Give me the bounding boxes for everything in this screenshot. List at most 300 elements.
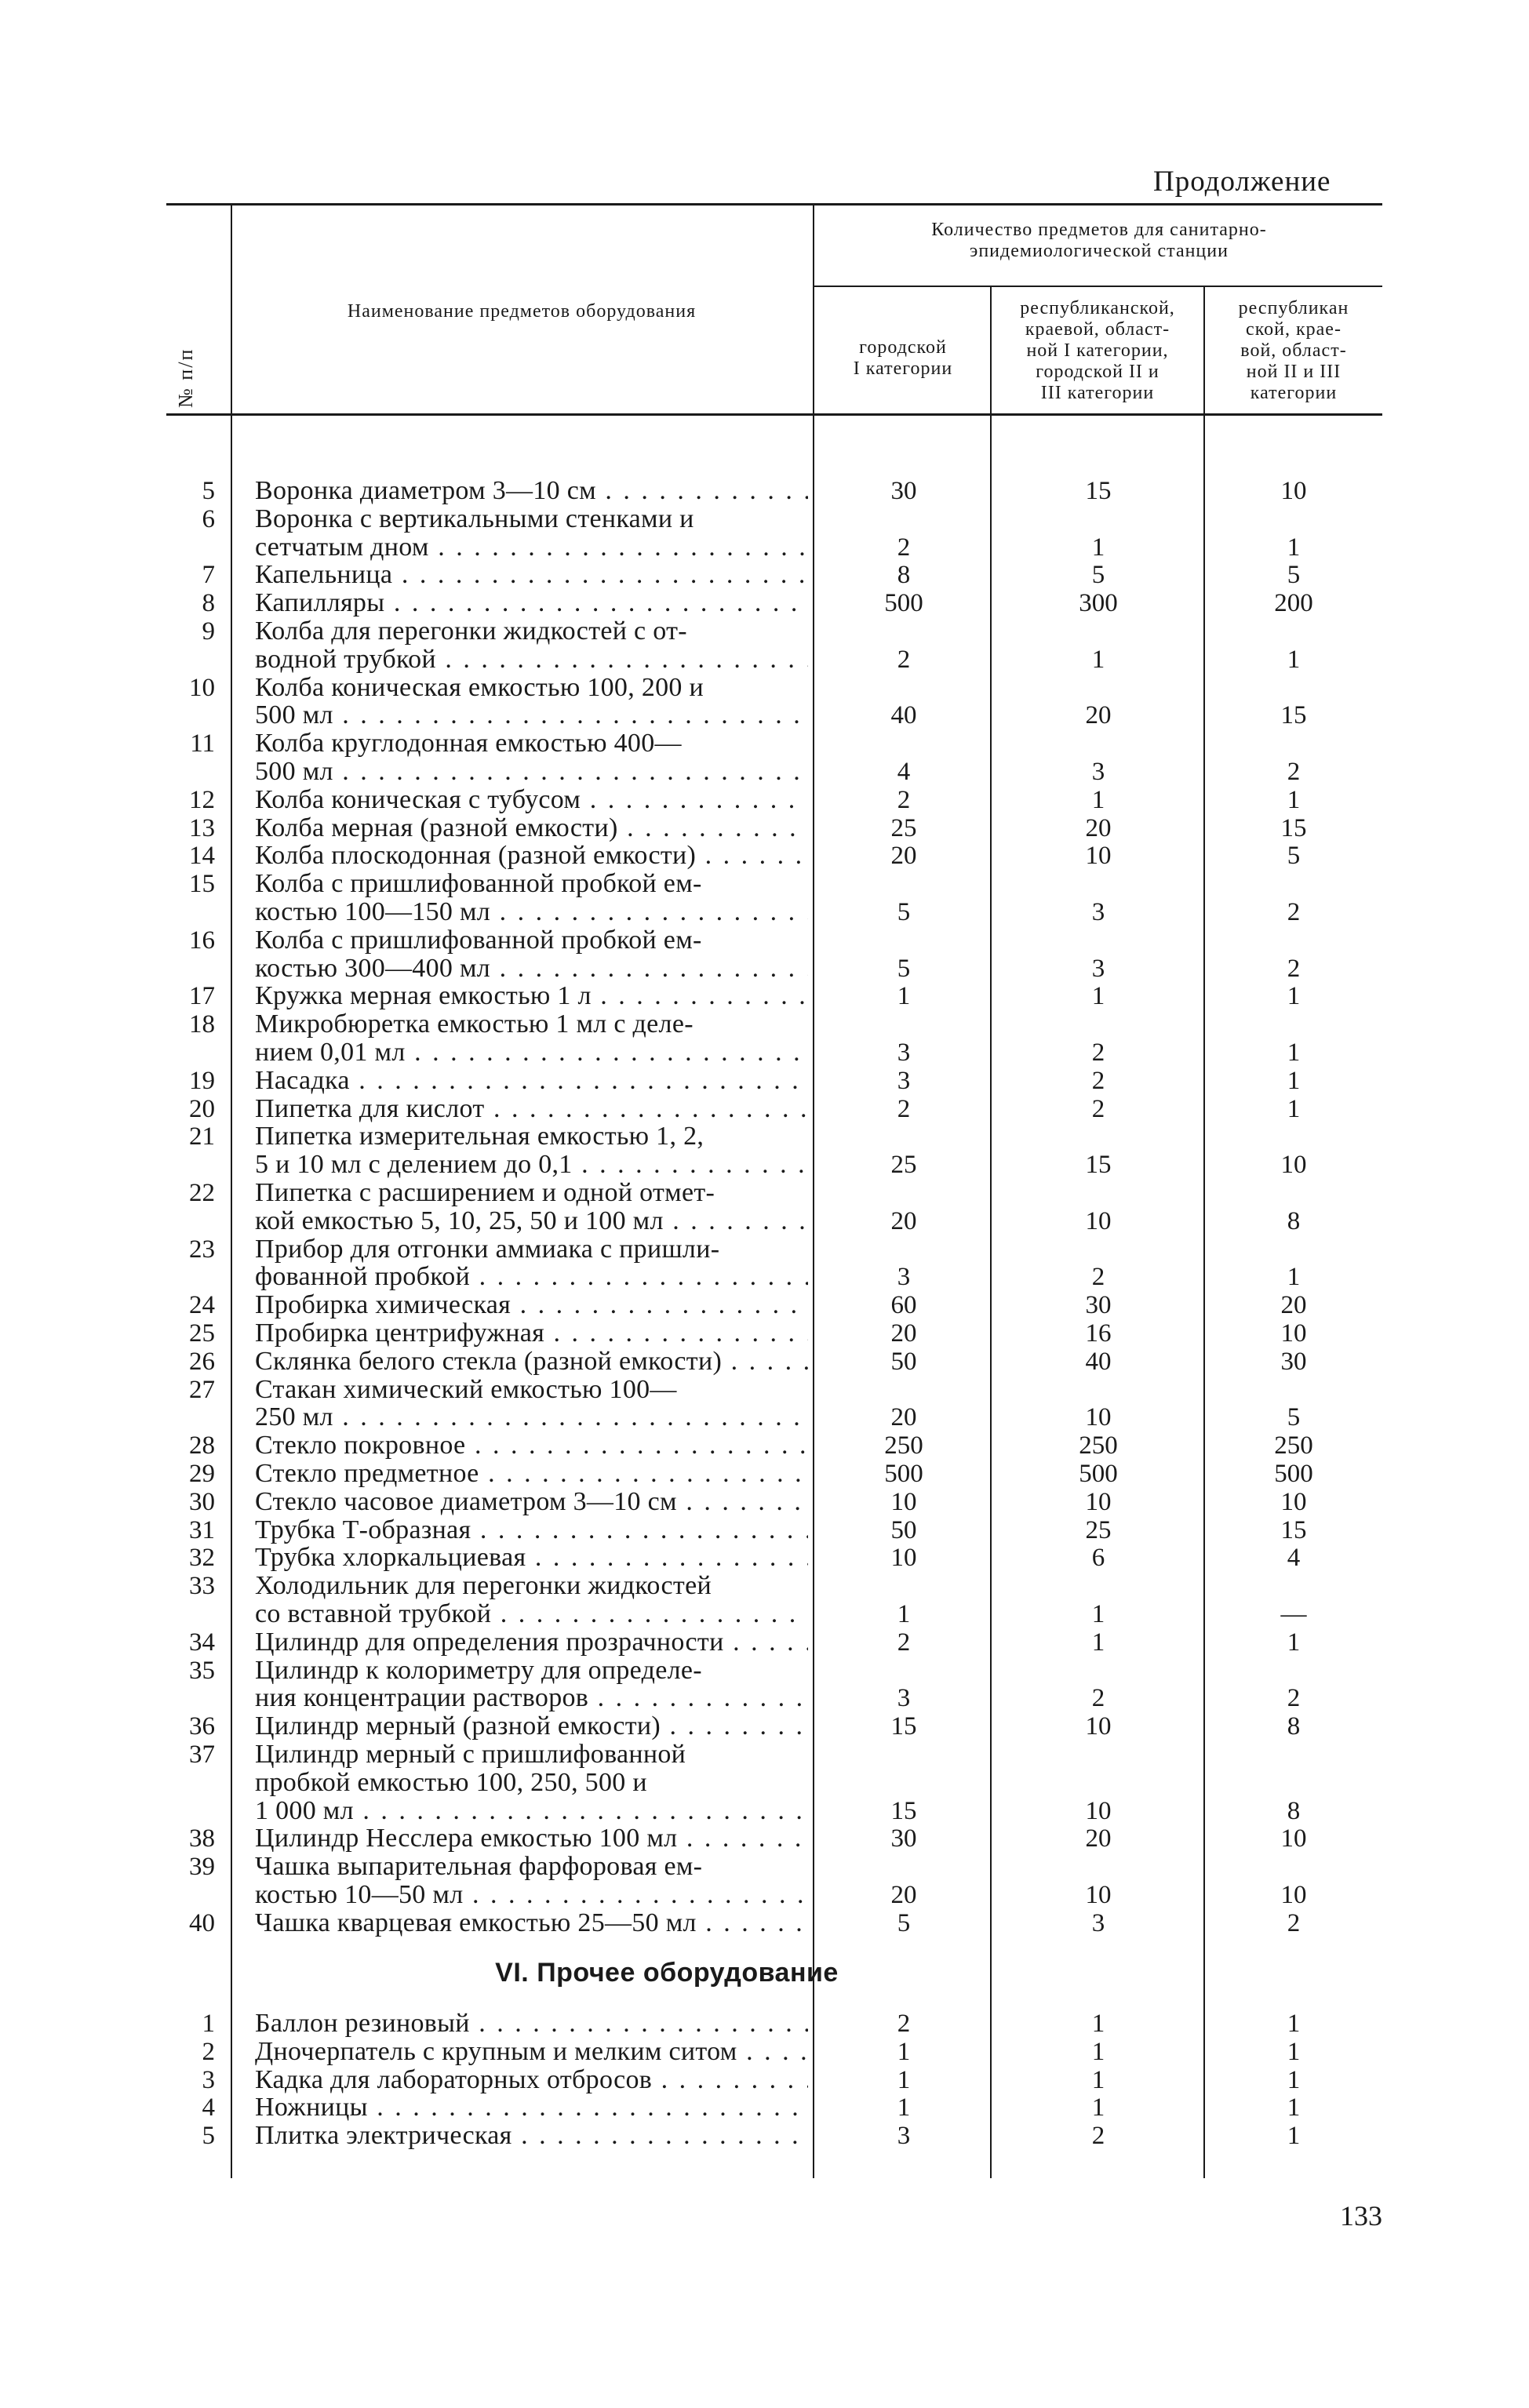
row-value-republic: [992, 1572, 1205, 1600]
row-value-republic: 16: [1085, 1319, 1112, 1348]
row-value-city: 500: [884, 1460, 923, 1488]
row-value-republic: 3: [1091, 758, 1105, 786]
row-number: [166, 1881, 215, 1909]
row-value-regional: 250: [1274, 1431, 1313, 1460]
row-name: кой емкостью 5, 10, 25, 50 и 100 мл . . .: [255, 1207, 808, 1235]
row-name: Цилиндр для определения прозрачности . . .: [255, 1628, 808, 1657]
row-value-republic: 20: [1085, 1824, 1112, 1853]
row-value-republic: [992, 926, 1205, 955]
row-value-regional: 1: [1287, 2065, 1301, 2094]
row-name: Трубка хлоркальциевая . . .: [255, 1544, 808, 1572]
row-name: костью 10—50 мл . . .: [255, 1881, 808, 1909]
row-name: Колба с пришлифованной пробкой ем-: [255, 870, 702, 899]
row-value-republic: [992, 1376, 1205, 1404]
row-value-regional: 200: [1274, 589, 1313, 618]
row-name: 500 мл . . .: [255, 758, 808, 786]
row-number: 7: [202, 561, 215, 590]
row-value-city: 2: [897, 533, 911, 562]
row-name: ния концентрации растворов . . .: [255, 1684, 808, 1712]
row-number: 19: [189, 1066, 215, 1095]
row-value-city: 3: [897, 1684, 911, 1713]
row-name: Чашка выпарительная фарфоровая ем-: [255, 1853, 703, 1882]
row-name: со вставной трубкой . . .: [255, 1600, 808, 1628]
row-value-city: 60: [890, 1291, 917, 1320]
row-value-regional: [1205, 870, 1382, 898]
row-value-city: 25: [890, 1151, 917, 1180]
row-name: 250 мл . . .: [255, 1403, 808, 1431]
row-value-republic: 1: [1091, 2037, 1105, 2066]
row-value-regional: 4: [1287, 1544, 1301, 1573]
row-name: Цилиндр Несслера емкостью 100 мл . . .: [255, 1824, 808, 1853]
row-value-city: [816, 1769, 992, 1797]
row-number: 8: [202, 589, 215, 618]
row-number: [166, 1769, 215, 1797]
row-value-regional: 10: [1280, 1319, 1307, 1348]
row-number: 27: [189, 1375, 215, 1404]
row-name: Баллон резиновый . . .: [255, 2010, 808, 2038]
row-value-city: 1: [897, 2037, 911, 2066]
row-value-regional: 1: [1287, 1038, 1301, 1067]
row-value-city: 30: [890, 1824, 917, 1853]
row-name: Плитка электрическая . . .: [255, 2122, 808, 2150]
header-col3-line: ной II и III: [1246, 362, 1342, 382]
row-number: [166, 701, 215, 729]
row-value-regional: [1205, 1657, 1382, 1685]
header-col3-line: категории: [1250, 383, 1338, 403]
row-value-regional: 30: [1280, 1347, 1307, 1376]
row-value-city: 1: [897, 1600, 911, 1628]
row-value-republic: [992, 1657, 1205, 1685]
row-name: Стекло часовое диаметром 3—10 см . . .: [255, 1488, 808, 1516]
row-number: 18: [189, 1010, 215, 1039]
row-value-regional: 1: [1287, 2010, 1301, 2038]
row-value-regional: 1: [1287, 2037, 1301, 2066]
row-value-regional: 1: [1287, 1628, 1301, 1657]
row-value-republic: [992, 1769, 1205, 1797]
row-value-city: 20: [890, 1206, 917, 1235]
row-number: 33: [189, 1572, 215, 1601]
row-value-republic: 1: [1091, 785, 1105, 814]
row-name: Холодильник для перегонки жидкостей: [255, 1572, 712, 1601]
row-value-republic: 10: [1085, 1206, 1112, 1235]
row-name: Стакан химический емкостью 100—: [255, 1375, 677, 1404]
row-value-regional: [1205, 1179, 1382, 1207]
header-col2: [992, 298, 1203, 404]
row-value-regional: 1: [1287, 533, 1301, 562]
row-number: 5: [202, 2122, 215, 2151]
row-number: 28: [189, 1431, 215, 1460]
row-value-regional: 8: [1287, 1796, 1301, 1825]
row-number: 26: [189, 1347, 215, 1376]
row-value-republic: 20: [1085, 701, 1112, 730]
row-value-regional: [1205, 1741, 1382, 1769]
row-value-republic: [992, 674, 1205, 702]
row-value-regional: [1205, 1010, 1382, 1038]
row-value-city: [816, 1572, 992, 1600]
row-value-regional: 10: [1280, 1881, 1307, 1909]
row-number: 21: [189, 1122, 215, 1151]
row-name: Колба коническая емкостью 100, 200 и: [255, 673, 704, 702]
row-value-republic: 2: [1091, 1684, 1105, 1713]
header-group: [816, 220, 1382, 262]
row-value-regional: 2: [1287, 1684, 1301, 1713]
row-number: 3: [202, 2065, 215, 2094]
row-number: [166, 1797, 215, 1825]
row-number: 29: [189, 1460, 215, 1488]
row-value-city: [816, 617, 992, 646]
divider-index: [231, 206, 232, 2178]
row-value-city: 2: [897, 785, 911, 814]
section-title: VI. Прочее оборудование: [495, 1958, 839, 1988]
row-value-republic: 1: [1091, 645, 1105, 674]
row-value-republic: [992, 617, 1205, 646]
row-number: [166, 758, 215, 786]
row-number: [166, 955, 215, 983]
row-name: Трубка Т-образная . . .: [255, 1516, 808, 1544]
row-value-regional: 15: [1280, 701, 1307, 730]
row-number: 20: [189, 1094, 215, 1123]
row-number: [166, 646, 215, 674]
row-value-regional: 1: [1287, 645, 1301, 674]
row-value-regional: 8: [1287, 1712, 1301, 1741]
row-number: 23: [189, 1235, 215, 1264]
row-name: Микробюретка емкостью 1 мл с деле-: [255, 1010, 694, 1039]
row-number: 14: [189, 842, 215, 871]
row-value-city: 5: [897, 954, 911, 983]
row-value-regional: —: [1280, 1600, 1307, 1628]
row-number: 35: [189, 1656, 215, 1685]
row-value-republic: 6: [1091, 1544, 1105, 1573]
row-value-city: 50: [890, 1515, 917, 1544]
row-name: Кадка для лабораторных отбросов . . .: [255, 2066, 808, 2094]
row-value-republic: 1: [1091, 1628, 1105, 1657]
row-value-regional: [1205, 729, 1382, 758]
row-value-city: [816, 1376, 992, 1404]
row-number: 11: [190, 729, 215, 758]
row-name: 500 мл . . .: [255, 701, 808, 729]
row-value-republic: 40: [1085, 1347, 1112, 1376]
row-value-republic: 2: [1091, 1038, 1105, 1067]
row-value-city: 5: [897, 1908, 911, 1937]
row-value-republic: [992, 1853, 1205, 1881]
row-name: пробкой емкостью 100, 250, 500 и: [255, 1768, 647, 1797]
row-name: Колба круглодонная емкостью 400—: [255, 729, 682, 758]
page-number: 133: [1340, 2200, 1382, 2232]
row-value-regional: [1205, 505, 1382, 533]
row-number: 16: [189, 926, 215, 955]
row-value-city: 3: [897, 1066, 911, 1095]
row-value-regional: 10: [1280, 477, 1307, 505]
row-value-city: [816, 870, 992, 898]
row-name: Чашка кварцевая емкостью 25—50 мл . . .: [255, 1909, 808, 1937]
row-name: Склянка белого стекла (разной емкости) . . .: [255, 1348, 808, 1376]
header-group-line: Количество предметов для санитарно-: [931, 220, 1267, 240]
header-col1: [816, 337, 990, 380]
header-col3-line: республикан: [1238, 298, 1349, 318]
row-name: сетчатым дном . . .: [255, 533, 808, 562]
row-name: Пробирка центрифужная . . .: [255, 1319, 808, 1348]
row-value-city: 30: [890, 477, 917, 505]
header-col2-line: III категории: [1040, 383, 1155, 403]
row-value-city: 500: [884, 589, 923, 618]
row-value-republic: 15: [1085, 1151, 1112, 1180]
row-value-regional: 2: [1287, 758, 1301, 786]
row-number: 17: [189, 982, 215, 1011]
row-value-regional: 2: [1287, 898, 1301, 926]
row-value-city: [816, 1741, 992, 1769]
row-value-republic: 2: [1091, 2122, 1105, 2151]
row-value-city: [816, 1235, 992, 1264]
row-value-republic: 20: [1085, 813, 1112, 842]
row-number: [166, 1151, 215, 1179]
row-number: 38: [189, 1824, 215, 1853]
row-number: 6: [202, 504, 215, 533]
row-name: фованной пробкой . . .: [255, 1263, 808, 1291]
row-value-republic: 1: [1091, 1600, 1105, 1628]
row-name: Пипетка с расширением и одной отмет-: [255, 1179, 715, 1207]
row-number: 24: [189, 1291, 215, 1320]
row-name: Колба для перегонки жидкостей с от-: [255, 617, 687, 646]
row-value-republic: [992, 1010, 1205, 1038]
row-value-regional: [1205, 1376, 1382, 1404]
row-number: 12: [189, 785, 215, 814]
row-number: 36: [189, 1712, 215, 1741]
divider-name: [813, 206, 814, 2178]
row-name: Ножницы . . .: [255, 2093, 808, 2122]
row-number: 25: [189, 1319, 215, 1348]
row-value-city: 20: [890, 842, 917, 871]
row-value-city: 40: [890, 701, 917, 730]
row-value-city: 50: [890, 1347, 917, 1376]
row-name: Стекло покровное . . .: [255, 1431, 808, 1460]
row-value-republic: 500: [1079, 1460, 1118, 1488]
continuation-label: Продолжение: [1153, 166, 1331, 198]
row-value-city: 3: [897, 1263, 911, 1292]
row-value-city: 20: [890, 1319, 917, 1348]
row-name: Капилляры . . .: [255, 589, 808, 617]
row-value-city: [816, 1853, 992, 1881]
row-value-republic: 10: [1085, 1712, 1112, 1741]
row-value-city: 1: [897, 982, 911, 1011]
row-number: 4: [202, 2093, 215, 2122]
row-number: 10: [189, 673, 215, 702]
row-value-regional: 10: [1280, 1487, 1307, 1516]
row-value-republic: 10: [1085, 1881, 1112, 1909]
header-col3-line: ской, крае-: [1246, 319, 1342, 340]
row-value-republic: 1: [1091, 2093, 1105, 2122]
row-number: 30: [189, 1487, 215, 1516]
row-value-regional: 2: [1287, 1908, 1301, 1937]
row-number: [166, 1038, 215, 1067]
row-value-regional: 5: [1287, 1403, 1301, 1432]
row-number: 9: [202, 617, 215, 646]
row-value-city: 5: [897, 898, 911, 926]
table-top-rule: [166, 203, 1382, 206]
row-value-regional: 10: [1280, 1824, 1307, 1853]
row-value-city: 8: [897, 561, 911, 590]
row-value-city: [816, 1010, 992, 1038]
row-value-city: 1: [897, 2065, 911, 2094]
row-value-regional: [1205, 674, 1382, 702]
row-number: [166, 1684, 215, 1712]
row-name: Колба мерная (разной емкости) . . .: [255, 814, 808, 842]
row-value-republic: 30: [1085, 1291, 1112, 1320]
row-value-city: [816, 926, 992, 955]
row-name: Пробирка химическая . . .: [255, 1291, 808, 1319]
row-name: костью 300—400 мл . . .: [255, 955, 808, 983]
row-name: Капельница . . .: [255, 561, 808, 589]
row-value-city: 3: [897, 1038, 911, 1067]
row-name: Воронка диаметром 3—10 см . . .: [255, 477, 808, 505]
row-value-republic: 15: [1085, 477, 1112, 505]
row-value-republic: [992, 1122, 1205, 1151]
row-value-republic: 10: [1085, 842, 1112, 871]
row-value-republic: 2: [1091, 1066, 1105, 1095]
row-value-city: [816, 674, 992, 702]
row-name: Пипетка измерительная емкостью 1, 2,: [255, 1122, 704, 1151]
header-name: Наименование предметов оборудования: [347, 301, 697, 322]
header-col2-line: городской II и: [1036, 362, 1159, 382]
row-value-republic: 3: [1091, 898, 1105, 926]
row-number: 32: [189, 1544, 215, 1573]
header-col1-line: I категории: [853, 358, 953, 379]
row-value-regional: 1: [1287, 982, 1301, 1011]
row-name: Прибор для отгонки аммиака с пришли-: [255, 1235, 720, 1264]
row-value-regional: 500: [1274, 1460, 1313, 1488]
row-number: [166, 1207, 215, 1235]
row-number: 39: [189, 1853, 215, 1882]
row-name: Пипетка для кислот . . .: [255, 1095, 808, 1123]
row-name: 5 и 10 мл с делением до 0,1 . . .: [255, 1151, 808, 1179]
row-number: 5: [202, 477, 215, 505]
row-number: 40: [189, 1908, 215, 1937]
row-value-city: 3: [897, 2122, 911, 2151]
row-value-regional: [1205, 1572, 1382, 1600]
row-value-republic: 1: [1091, 2010, 1105, 2038]
row-value-republic: 3: [1091, 1908, 1105, 1937]
row-value-republic: 2: [1091, 1094, 1105, 1123]
row-number: 15: [189, 870, 215, 899]
row-value-republic: [992, 505, 1205, 533]
row-value-republic: [992, 1179, 1205, 1207]
row-name: Дночерпатель с крупным и мелким ситом . . .: [255, 2038, 808, 2066]
header-col2-line: республиканской,: [1020, 298, 1175, 318]
row-number: [166, 1403, 215, 1431]
row-name: Кружка мерная емкостью 1 л . . .: [255, 982, 808, 1010]
row-value-regional: 1: [1287, 785, 1301, 814]
row-value-regional: [1205, 1853, 1382, 1881]
row-value-city: 10: [890, 1487, 917, 1516]
row-number: [166, 533, 215, 562]
row-number: 13: [189, 813, 215, 842]
row-number: [166, 1600, 215, 1628]
row-value-republic: [992, 1235, 1205, 1264]
row-value-city: 250: [884, 1431, 923, 1460]
header-bottom-rule: [166, 413, 1382, 416]
row-name: Цилиндр мерный с пришлифованной: [255, 1741, 686, 1769]
row-value-republic: [992, 870, 1205, 898]
row-value-republic: 3: [1091, 954, 1105, 983]
row-value-city: [816, 729, 992, 758]
row-value-republic: [992, 729, 1205, 758]
row-value-regional: [1205, 1122, 1382, 1151]
row-value-regional: 1: [1287, 2093, 1301, 2122]
row-name: 1 000 мл . . .: [255, 1797, 808, 1825]
row-value-regional: 20: [1280, 1291, 1307, 1320]
row-value-republic: 10: [1085, 1487, 1112, 1516]
row-value-regional: 5: [1287, 842, 1301, 871]
row-value-city: [816, 1179, 992, 1207]
row-number: 37: [189, 1741, 215, 1769]
row-value-city: 1: [897, 2093, 911, 2122]
row-number: [166, 898, 215, 926]
row-value-regional: 2: [1287, 954, 1301, 983]
row-value-republic: 10: [1085, 1403, 1112, 1432]
row-name: Цилиндр мерный (разной емкости) . . .: [255, 1712, 808, 1741]
row-number: 2: [202, 2037, 215, 2066]
row-value-republic: 25: [1085, 1515, 1112, 1544]
row-value-city: 4: [897, 758, 911, 786]
row-name: водной трубкой . . .: [255, 646, 808, 674]
row-value-city: 15: [890, 1796, 917, 1825]
row-value-republic: 10: [1085, 1796, 1112, 1825]
header-col2-line: ной I категории,: [1026, 340, 1169, 361]
row-value-republic: 1: [1091, 982, 1105, 1011]
row-value-republic: 300: [1079, 589, 1118, 618]
row-name: Воронка с вертикальными стенками и: [255, 504, 694, 533]
row-value-city: 2: [897, 1094, 911, 1123]
row-value-city: 25: [890, 813, 917, 842]
row-name: Колба плоскодонная (разной емкости) . . .: [255, 842, 808, 870]
row-value-city: [816, 505, 992, 533]
row-name: Колба с пришлифованной пробкой ем-: [255, 926, 702, 955]
row-name: Стекло предметное . . .: [255, 1460, 808, 1488]
row-value-city: 2: [897, 2010, 911, 2038]
header-group-line: эпидемиологической станции: [970, 241, 1229, 261]
row-number: 22: [189, 1179, 215, 1207]
row-value-city: 2: [897, 645, 911, 674]
row-value-republic: 1: [1091, 2065, 1105, 2094]
row-name: нием 0,01 мл . . .: [255, 1038, 808, 1067]
header-col3: [1205, 298, 1382, 404]
row-value-regional: 1: [1287, 1066, 1301, 1095]
row-number: 1: [202, 2010, 215, 2038]
row-name: Цилиндр к колориметру для определе-: [255, 1656, 702, 1685]
row-number: [166, 1263, 215, 1291]
row-value-republic: 5: [1091, 561, 1105, 590]
row-value-city: [816, 1657, 992, 1685]
row-name: Колба коническая с тубусом . . .: [255, 786, 808, 814]
row-value-regional: 1: [1287, 1094, 1301, 1123]
row-value-city: [816, 1122, 992, 1151]
row-value-city: 10: [890, 1544, 917, 1573]
row-value-regional: 10: [1280, 1151, 1307, 1180]
row-value-republic: 1: [1091, 533, 1105, 562]
row-value-city: 20: [890, 1881, 917, 1909]
row-value-city: 20: [890, 1403, 917, 1432]
row-name: костью 100—150 мл . . .: [255, 898, 808, 926]
row-value-republic: 2: [1091, 1263, 1105, 1292]
row-value-regional: [1205, 926, 1382, 955]
row-value-regional: 15: [1280, 813, 1307, 842]
row-number: 34: [189, 1628, 215, 1657]
row-value-regional: 1: [1287, 2122, 1301, 2151]
row-value-regional: [1205, 1235, 1382, 1264]
header-index: № п/п: [174, 347, 197, 408]
header-group-rule: [813, 286, 1382, 287]
header-col3-line: вой, област-: [1240, 340, 1347, 361]
row-value-republic: [992, 1741, 1205, 1769]
